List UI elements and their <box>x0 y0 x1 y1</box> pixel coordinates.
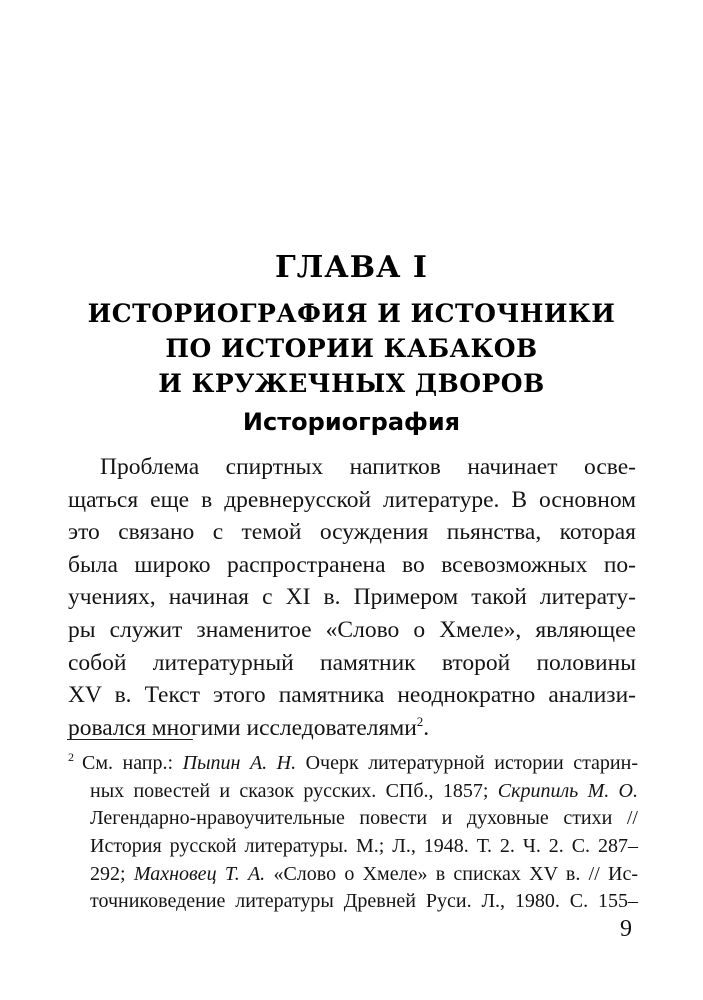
footnote-text: Очерк литературной истории старин- <box>296 752 638 774</box>
body-line: XV в. Текст этого памятника неоднократно анализи- <box>68 682 636 709</box>
chapter-title-line: ПО ИСТОРИИ КАБАКОВ <box>165 334 538 363</box>
body-line: это связано с темой осуждения пьянства, которая <box>68 519 636 546</box>
footnote-line <box>68 861 638 889</box>
footnote-text: 292; <box>90 862 134 885</box>
footnote-marker: 2 <box>68 750 74 764</box>
body-line: ры служит знаменитое «Слово о Хмеле», являющее <box>68 616 636 643</box>
footnote-line: Легендарно-нравоучительные повести и духовные стихи // <box>90 807 638 830</box>
chapter-title-line: И КРУЖЕЧНЫХ ДВОРОВ <box>158 369 545 398</box>
body-line: щаться еще в древнерусской литературе. В основном <box>68 486 636 513</box>
section-title: Историография <box>242 408 461 436</box>
body-line-text: ровался многими исследователями <box>68 714 417 741</box>
chapter-number: ГЛАВА I <box>275 250 428 285</box>
footnote-author: Пыпин А. Н. <box>182 752 297 774</box>
body-line: учениях, начиная с XI в. Примером такой литерату- <box>68 584 636 611</box>
footnote-line <box>68 750 638 778</box>
body-line-end: . <box>423 714 430 741</box>
footnote-text: ных повестей и сказок русских. СПб., 1857; <box>90 779 498 802</box>
footnote <box>68 750 638 916</box>
body-line: собой литературный памятник второй половины <box>68 649 636 676</box>
page-number: 9 <box>620 916 632 942</box>
body-line: была широко распространена во всевозможных по- <box>68 551 636 578</box>
footnote-line: История русской литературы. М.; Л., 1948. Т. 2. Ч. 2. С. 287– <box>90 835 638 858</box>
footnote-text: См. напр.: <box>82 752 183 774</box>
body-line: Проблема спиртных напитков начинает осве- <box>100 454 636 480</box>
footnote-author: Махновец Т. А. <box>133 862 266 885</box>
chapter-title <box>0 296 703 401</box>
footnote-separator <box>67 739 193 740</box>
body-paragraph <box>68 451 636 744</box>
footnote-line: точниковедение литературы Древней Руси. Л., 1980. С. 155– <box>90 890 638 913</box>
footnote-author: Скрипиль М. О. <box>497 779 638 802</box>
footnote-line <box>68 778 638 806</box>
footnote-text: «Слово о Хмеле» в списках XV в. // Ис- <box>265 862 638 885</box>
chapter-title-line: ИСТОРИОГРАФИЯ И ИСТОЧНИКИ <box>87 299 616 328</box>
footnote-reference[interactable]: 2 <box>416 713 424 729</box>
